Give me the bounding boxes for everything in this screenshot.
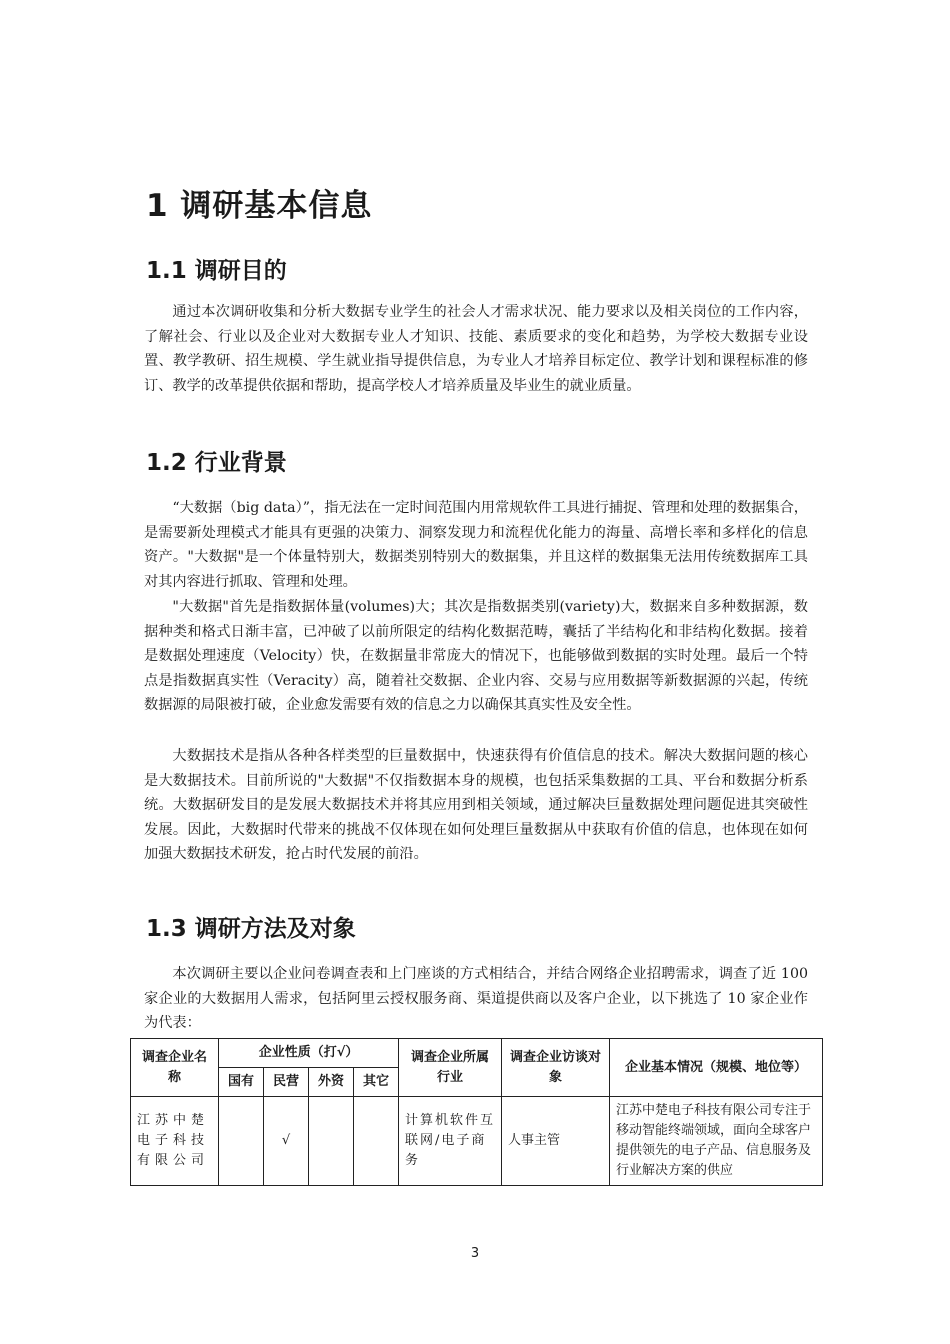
header-interviewee: 调查企业访谈对象 [502,1039,610,1097]
paragraph-method: 本次调研主要以企业问卷调查表和上门座谈的方式相结合，并结合网络企业招聘需求，调查了近 100 家企业的大数据用人需求，包括阿里云授权服务商、渠道提供商以及客户企业，以下挑选了 10 家企业作为代表： [144,966,808,1032]
cell-other [354,1097,399,1186]
cell-interviewee: 人事主管 [502,1097,610,1186]
page-number: 3 [470,1246,480,1261]
header-private: 民营 [264,1068,309,1097]
cell-private: √ [264,1097,309,1186]
header-industry: 调查企业所属行业 [399,1039,502,1097]
cell-basic-info: 江苏中楚电子科技有限公司专注于移动智能终端领域，面向全球客户提供领先的电子产品、信息服务及行业解决方案的供应 [610,1097,823,1186]
table-row [131,1097,823,1186]
section-heading-method: 1.3 调研方法及对象 [146,916,356,942]
header-foreign: 外资 [309,1068,354,1097]
cell-foreign [309,1097,354,1186]
cell-state-owned [219,1097,264,1186]
header-state-owned: 国有 [219,1068,264,1097]
section-heading-background: 1.2 行业背景 [146,450,287,476]
paragraph-background-1: “大数据（big data）”，指无法在一定时间范围内用常规软件工具进行捕捉、管理和处理的数据集合，是需要新处理模式才能具有更强的决策力、洞察发现力和流程优化能力的海量、高增长率和多样化的信息资产。"大数据"是一个体量特别大，数据类别特别大的数据集，并且这样的数据集无法用传统数据库工具对其内容进行抓取、管理和处理。 [144,500,808,590]
chapter-title: 1 调研基本信息 [146,188,373,224]
cell-company: 江苏中楚电子科技有限公司 [131,1097,219,1186]
header-other: 其它 [354,1068,399,1097]
header-basic-info: 企业基本情况（规模、地位等） [610,1039,823,1097]
section-heading-purpose: 1.1 调研目的 [146,258,287,284]
paragraph-background-2: "大数据"首先是指数据体量(volumes)大；其次是指数据类别(variety)大，数据来自多种数据源，数据种类和格式日渐丰富，已冲破了以前所限定的结构化数据范畴，囊括了半结构化和非结构化数据。接着是数据处理速度（Velocity）快，在数据量非常庞大的情况下，也能够做到数据的实时处理。最后一个特点是指数据真实性（Veracity）高，随着社交数据、企业内容、交易与应用数据等新数据源的兴起，传统数据源的局限被打破，企业愈发需要有效的信息之力以确保其真实性及安全性。 [144,599,808,714]
survey-table [130,1038,823,1186]
header-company-name: 调查企业名称 [131,1039,219,1097]
paragraph-background-3: 大数据技术是指从各种各样类型的巨量数据中，快速获得有价值信息的技术。解决大数据问题的核心是大数据技术。目前所说的"大数据"不仅指数据本身的规模，也包括采集数据的工具、平台和数据分析系统。大数据研发目的是发展大数据技术并将其应用到相关领域，通过解决巨量数据处理问题促进其突破性发展。因此，大数据时代带来的挑战不仅体现在如何处理巨量数据从中获取有价值的信息，也体现在如何加强大数据技术研发，抢占时代发展的前沿。 [144,748,808,863]
paragraph-purpose: 通过本次调研收集和分析大数据专业学生的社会人才需求状况、能力要求以及相关岗位的工作内容，了解社会、行业以及企业对大数据专业人才知识、技能、素质要求的变化和趋势，为学校大数据专业设置、教学教研、招生规模、学生就业指导提供信息，为专业人才培养目标定位、教学计划和课程标准的修订、教学的改革提供依据和帮助，提高学校人才培养质量及毕业生的就业质量。 [144,304,808,394]
header-enterprise-nature: 企业性质（打√） [219,1039,399,1068]
cell-industry: 计算机软件互联网/电子商务 [399,1097,502,1186]
